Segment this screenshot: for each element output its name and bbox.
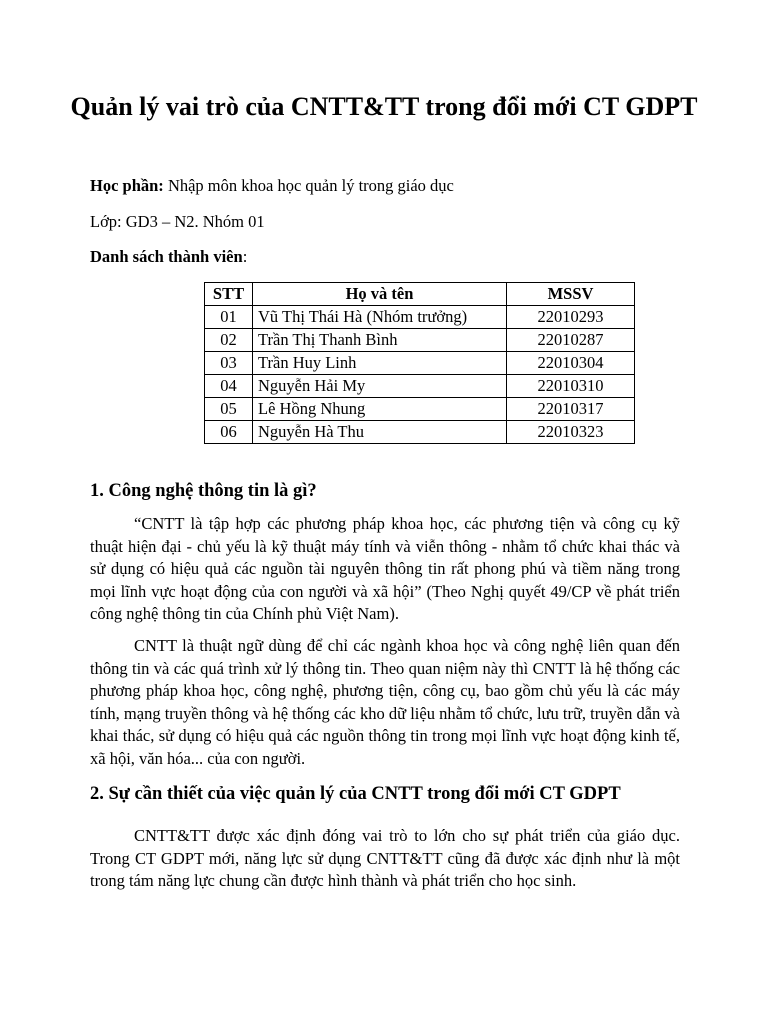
section-1-paragraph-2: CNTT là thuật ngữ dùng để chỉ các ngành khoa học và công nghệ liên quan đến thông tin và các quá trình xử lý thông tin. Theo quan niệm này thì CNTT là hệ thống các phương pháp khoa học, công nghệ, phương tiện, công cụ, bao gồm chủ yếu là các máy tính, mạng truyền thông và hệ thống các kho dữ liệu nhằm tổ chức, lưu trữ, truyền dẫn và khai thác, sử dụng có hiệu quả các nguồn thông tin trong mọi lĩnh vực hoạt động kinh tế, xã hội, văn hóa... của con người. bbox=[90, 636, 680, 768]
member-mssv: 22010287 bbox=[507, 329, 635, 352]
document-title: Quản lý vai trò của CNTT&TT trong đổi mới CT GDPT bbox=[70, 92, 698, 121]
table-row bbox=[205, 352, 635, 375]
member-stt: 02 bbox=[205, 329, 253, 352]
table-row bbox=[205, 421, 635, 444]
member-name: Vũ Thị Thái Hà (Nhóm trưởng) bbox=[253, 306, 507, 329]
section-1-paragraph-1: “CNTT là tập hợp các phương pháp khoa học, các phương tiện và công cụ kỹ thuật hiện đại - chủ yếu là kỹ thuật máy tính và viễn thông - nhằm tổ chức khai thác và sử dụng có hiệu quả các nguồn tài nguyên thông tin rất phong phú và tiềm năng trong mọi lĩnh vực hoạt động của con người và xã hội” (Theo Nghị quyết 49/CP về phát triển công nghệ thông tin của Chính phủ Việt Nam). bbox=[90, 514, 680, 623]
table-header-row bbox=[205, 283, 635, 306]
member-stt: 06 bbox=[205, 421, 253, 444]
members-label: Danh sách thành viên bbox=[90, 247, 243, 266]
member-name: Trần Huy Linh bbox=[253, 352, 507, 375]
header-name: Họ và tên bbox=[253, 283, 507, 306]
member-mssv: 22010310 bbox=[507, 375, 635, 398]
member-name: Nguyễn Hà Thu bbox=[253, 421, 507, 444]
member-stt: 05 bbox=[205, 398, 253, 421]
member-mssv: 22010293 bbox=[507, 306, 635, 329]
member-mssv: 22010323 bbox=[507, 421, 635, 444]
member-mssv: 22010304 bbox=[507, 352, 635, 375]
member-name: Nguyễn Hải My bbox=[253, 375, 507, 398]
section-2-heading: 2. Sự cần thiết của việc quản lý của CNTT trong đổi mới CT GDPT bbox=[90, 784, 621, 804]
member-stt: 04 bbox=[205, 375, 253, 398]
member-name: Trần Thị Thanh Bình bbox=[253, 329, 507, 352]
class-info: Lớp: GD3 – N2. Nhóm 01 bbox=[90, 212, 265, 231]
member-mssv: 22010317 bbox=[507, 398, 635, 421]
table-row bbox=[205, 329, 635, 352]
header-mssv: MSSV bbox=[507, 283, 635, 306]
table-row bbox=[205, 306, 635, 329]
course-line bbox=[90, 176, 454, 196]
member-stt: 01 bbox=[205, 306, 253, 329]
members-heading bbox=[90, 247, 247, 267]
member-name: Lê Hồng Nhung bbox=[253, 398, 507, 421]
member-stt: 03 bbox=[205, 352, 253, 375]
members-table bbox=[204, 282, 635, 444]
section-2-paragraph-1: CNTT&TT được xác định đóng vai trò to lớn cho sự phát triển của giáo dục. Trong CT GDPT mới, năng lực sử dụng CNTT&TT cũng đã được xác định như là một trong tám năng lực chung cần được hình thành và phát triển cho học sinh. bbox=[90, 826, 680, 890]
table-row bbox=[205, 375, 635, 398]
section-1-heading: 1. Công nghệ thông tin là gì? bbox=[90, 481, 317, 501]
members-label-suffix: : bbox=[242, 247, 248, 266]
header-stt: STT bbox=[205, 283, 253, 306]
course-value: Nhập môn khoa học quản lý trong giáo dục bbox=[167, 176, 454, 195]
table-row bbox=[205, 398, 635, 421]
course-label: Học phần: bbox=[90, 176, 164, 195]
